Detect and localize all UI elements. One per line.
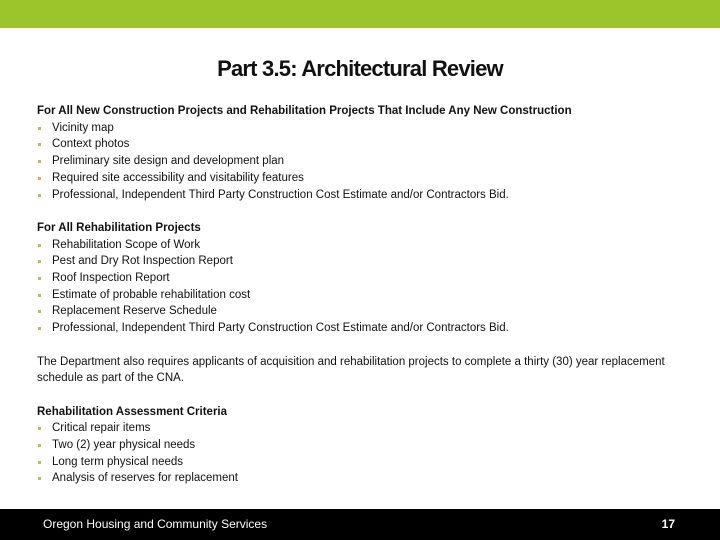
list-item: Professional, Independent Third Party Construction Cost Estimate and/or Contractors Bid. — [37, 187, 687, 204]
list-item: Context photos — [37, 136, 687, 153]
section-heading: For All New Construction Projects and Rehabilitation Projects That Include Any New Construction — [37, 105, 572, 117]
section-heading: For All Rehabilitation Projects — [37, 221, 201, 234]
list-item: Pest and Dry Rot Inspection Report — [37, 253, 687, 270]
body-paragraph: The Department also requires applicants of acquisition and rehabilitation projects to complete a thirty (30) year replacement schedule as part of the CNA. — [37, 355, 665, 385]
bullet-list — [37, 120, 687, 204]
slide-title: Part 3.5: Architectural Review — [217, 56, 503, 81]
section-heading: Rehabilitation Assessment Criteria — [37, 405, 228, 418]
bullet-list — [37, 237, 687, 337]
list-item: Professional, Independent Third Party Construction Cost Estimate and/or Contractors Bid. — [37, 320, 687, 337]
list-item: Preliminary site design and development plan — [37, 153, 687, 170]
list-item: Roof Inspection Report — [37, 270, 687, 287]
footer-bar — [0, 509, 720, 540]
list-item: Critical repair items — [37, 420, 687, 437]
list-item: Two (2) year physical needs — [37, 437, 687, 454]
footer-organization: Oregon Housing and Community Services — [43, 517, 268, 531]
list-item: Analysis of reserves for replacement — [37, 470, 687, 487]
slide-content — [37, 103, 687, 487]
list-item: Replacement Reserve Schedule — [37, 303, 687, 320]
list-item: Rehabilitation Scope of Work — [37, 237, 687, 254]
top-accent-bar — [0, 0, 720, 28]
list-item: Long term physical needs — [37, 454, 687, 471]
bullet-list — [37, 420, 687, 487]
list-item: Vicinity map — [37, 120, 687, 137]
list-item: Estimate of probable rehabilitation cost — [37, 287, 687, 304]
list-item: Required site accessibility and visitability features — [37, 170, 687, 187]
page-number: 17 — [661, 517, 675, 531]
